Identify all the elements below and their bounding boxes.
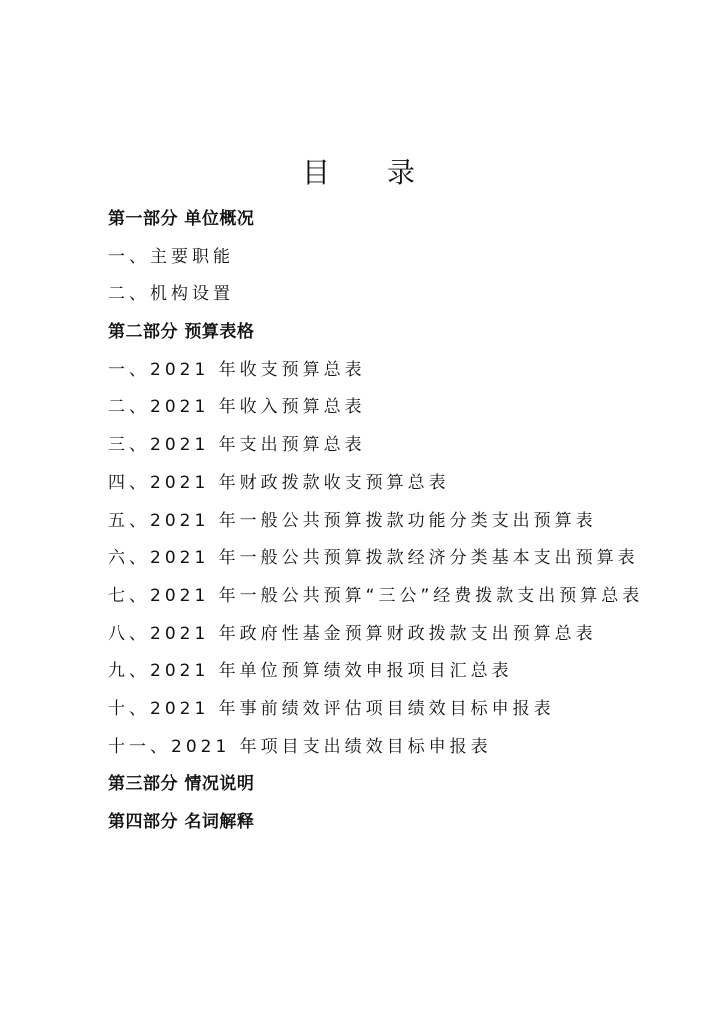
toc-section-table-3: 三、2021 年支出预算总表: [108, 435, 366, 456]
toc-section-main-functions: 一、主要职能: [108, 246, 234, 267]
toc-part-1: 第一部分 单位概况: [108, 209, 255, 229]
toc-section-table-4: 四、2021 年财政拨款收支预算总表: [108, 472, 450, 493]
toc-section-org-setup: 二、机构设置: [108, 284, 234, 305]
toc-section-table-9: 九、2021 年单位预算绩效申报项目汇总表: [108, 661, 513, 682]
toc-section-table-1: 一、2021 年收支预算总表: [108, 359, 366, 380]
toc-section-table-10: 十、2021 年事前绩效评估项目绩效目标申报表: [108, 698, 555, 719]
toc-section-table-5: 五、2021 年一般公共预算拨款功能分类支出预算表: [108, 510, 597, 531]
toc-title: 目 录: [302, 156, 439, 189]
toc-part-3: 第三部分 情况说明: [108, 774, 255, 795]
toc-list: [108, 201, 678, 842]
toc-part-2: 第二部分 预算表格: [108, 322, 255, 343]
toc-section-table-11: 十一、2021 年项目支出绩效目标申报表: [108, 736, 492, 757]
toc-section-table-6: 六、2021 年一般公共预算拨款经济分类基本支出预算表: [108, 548, 639, 569]
toc-section-table-8: 八、2021 年政府性基金预算财政拨款支出预算总表: [108, 623, 597, 644]
toc-part-4: 第四部分 名词解释: [108, 812, 255, 832]
toc-section-table-7: 七、2021 年一般公共预算“三公”经费拨款支出预算总表: [108, 585, 644, 606]
toc-section-table-2: 二、2021 年收入预算总表: [108, 397, 366, 418]
